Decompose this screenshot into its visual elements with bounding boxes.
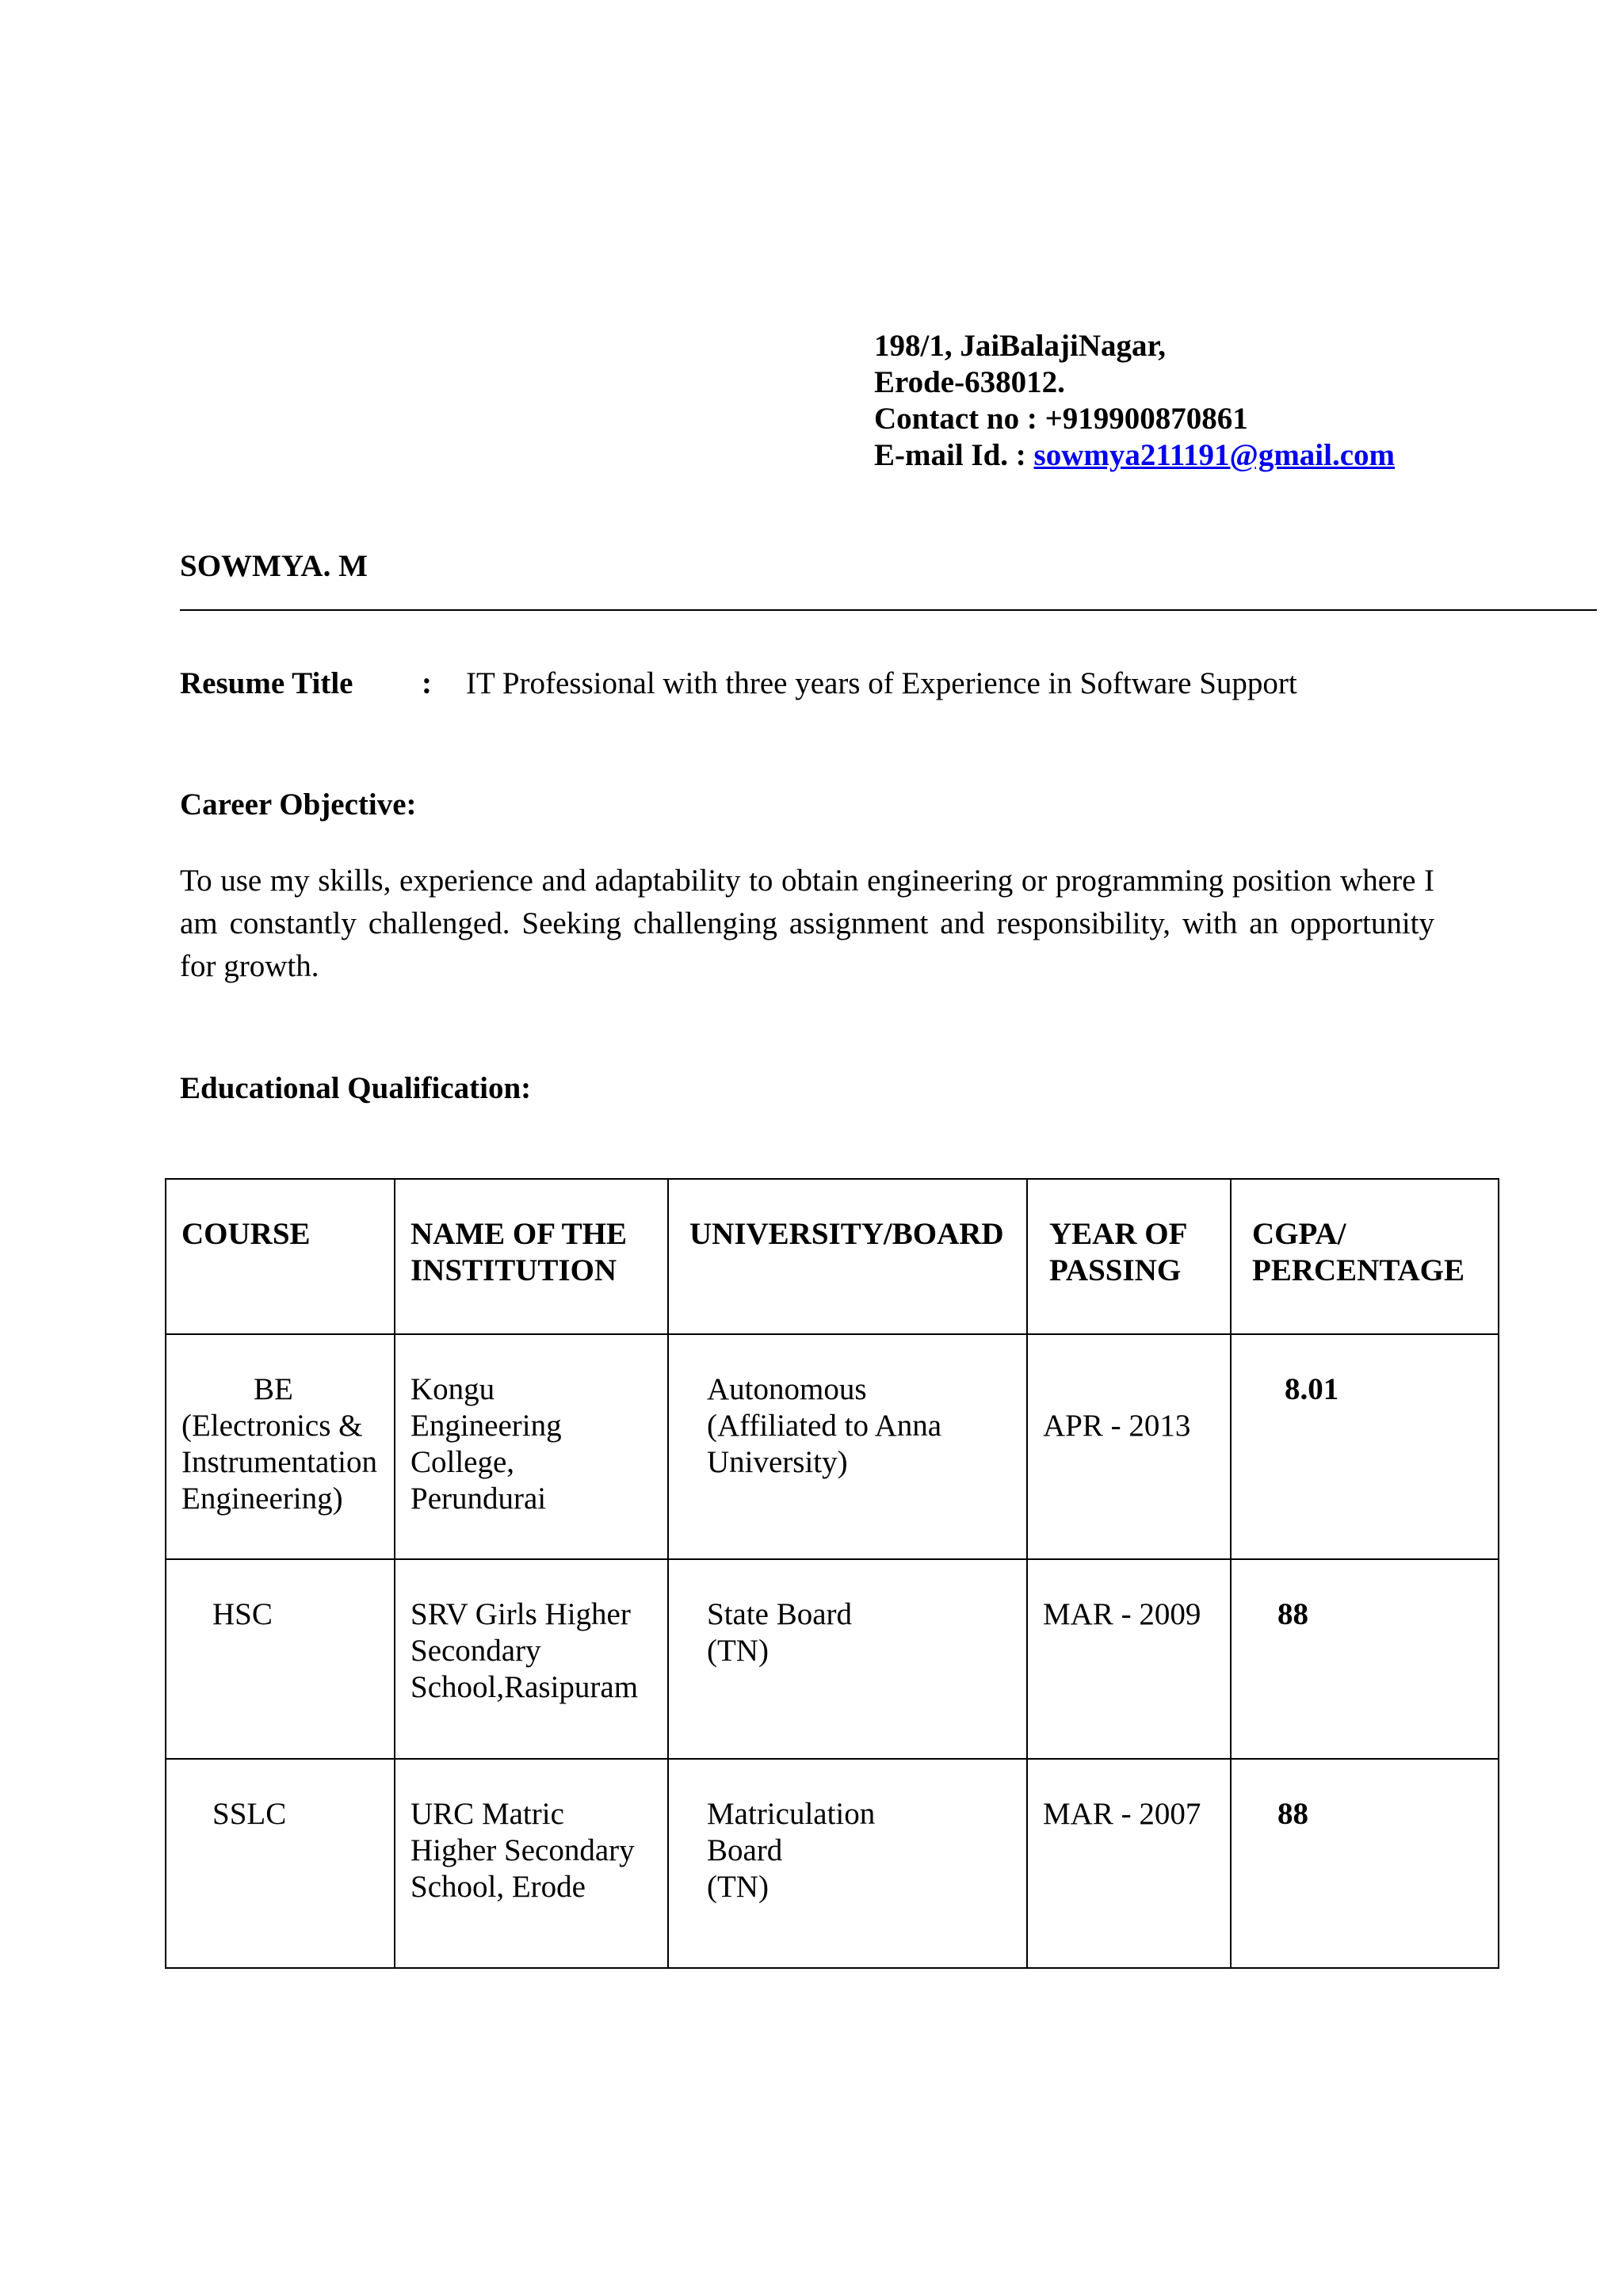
cell-board-line: (TN): [707, 1870, 769, 1904]
candidate-name: SOWMYA. M: [180, 549, 368, 583]
cell-institution: [395, 1759, 668, 1968]
cell-board-line: Matriculation: [707, 1797, 876, 1831]
header-institution: [395, 1179, 668, 1334]
cell-institution-line: Higher Secondary: [411, 1833, 635, 1867]
contact-number: +919900870861: [1044, 402, 1248, 436]
cell-year: [1027, 1559, 1231, 1759]
email-link[interactable]: sowmya211191@gmail.com: [1033, 438, 1396, 472]
cell-score-line: 88: [1277, 1797, 1308, 1831]
cell-board-line: Autonomous: [707, 1372, 867, 1406]
cell-institution-line: Secondary: [411, 1634, 541, 1668]
cell-course-line: (Electronics &: [181, 1409, 363, 1443]
cell-board-line: (Affiliated to Anna: [707, 1409, 942, 1443]
address-block: [874, 328, 1395, 474]
cell-institution-line: School, Erode: [411, 1870, 586, 1904]
cell-course-line: Engineering): [181, 1482, 343, 1516]
header-score: [1231, 1179, 1499, 1334]
header-year: [1027, 1179, 1231, 1334]
cell-institution-line: School,Rasipuram: [411, 1670, 639, 1704]
cell-course: [166, 1559, 395, 1759]
header-institution-line: INSTITUTION: [411, 1253, 617, 1287]
education-table: [165, 1178, 1499, 1969]
header-score-line: CGPA/: [1252, 1217, 1346, 1251]
education-heading: Educational Qualification:: [180, 1071, 532, 1105]
cell-institution: [395, 1334, 668, 1559]
cell-board-line: University): [707, 1445, 848, 1479]
header-year-line: PASSING: [1049, 1253, 1182, 1287]
cell-institution-line: Kongu: [411, 1372, 495, 1406]
cell-year-line: MAR - 2009: [1043, 1597, 1201, 1631]
career-objective-heading: Career Objective:: [180, 788, 417, 822]
cell-board-line: State Board: [707, 1597, 853, 1631]
address-line-1: 198/1, JaiBalajiNagar,: [874, 329, 1166, 363]
divider-line: [180, 609, 1597, 611]
cell-board-line: (TN): [707, 1634, 769, 1668]
header-course-line: COURSE: [181, 1217, 311, 1251]
cell-year-line: APR - 2013: [1043, 1409, 1191, 1443]
cell-board: [668, 1559, 1027, 1759]
cell-course: [166, 1334, 395, 1559]
header-board: [668, 1179, 1027, 1334]
header-board-line: UNIVERSITY/BOARD: [689, 1217, 1004, 1251]
header-score-line: PERCENTAGE: [1252, 1253, 1465, 1287]
cell-course-line: SSLC: [212, 1797, 287, 1831]
contact-line: [874, 401, 1395, 437]
resume-title-value: IT Professional with three years of Experience in Software Support: [466, 666, 1297, 700]
cell-year: [1027, 1334, 1231, 1559]
cell-institution: [395, 1559, 668, 1759]
resume-title-label: Resume Title: [180, 666, 353, 700]
cell-institution-line: College,: [411, 1445, 515, 1479]
cell-board: [668, 1759, 1027, 1968]
career-objective-text: To use my skills, experience and adaptability to obtain engineering or programming position where I am constantly challenged. Seeking challenging assignment and responsibility, with an opportunity for growth.: [180, 864, 1434, 983]
table-row: [166, 1559, 1499, 1759]
cell-score-line: 8.01: [1285, 1372, 1339, 1406]
table-header-row: [166, 1179, 1499, 1334]
cell-institution-line: Perundurai: [411, 1482, 547, 1516]
cell-course-line: Instrumentation: [181, 1445, 377, 1479]
cell-institution-line: Engineering: [411, 1409, 562, 1443]
header-institution-line: NAME OF THE: [411, 1217, 628, 1251]
cell-score-line: 88: [1277, 1597, 1308, 1631]
cell-institution-line: SRV Girls Higher: [411, 1597, 631, 1631]
cell-year: [1027, 1759, 1231, 1968]
table-row: [166, 1759, 1499, 1968]
cell-course-line: HSC: [212, 1597, 273, 1631]
cell-score: [1231, 1759, 1499, 1968]
header-course: [166, 1179, 395, 1334]
cell-board: [668, 1334, 1027, 1559]
cell-course-line: BE: [254, 1372, 293, 1406]
cell-institution-line: URC Matric: [411, 1797, 564, 1831]
header-year-line: YEAR OF: [1049, 1217, 1188, 1251]
contact-label: Contact no :: [874, 402, 1045, 436]
cell-score: [1231, 1334, 1499, 1559]
table-row: [166, 1334, 1499, 1559]
cell-score: [1231, 1559, 1499, 1759]
resume-title-colon: :: [422, 666, 432, 700]
cell-year-line: MAR - 2007: [1043, 1797, 1201, 1831]
address-line-2: Erode-638012.: [874, 365, 1065, 399]
cell-board-line: Board: [707, 1833, 783, 1867]
cell-course: [166, 1759, 395, 1968]
email-line: [874, 437, 1395, 474]
email-label: E-mail Id. :: [874, 438, 1034, 472]
